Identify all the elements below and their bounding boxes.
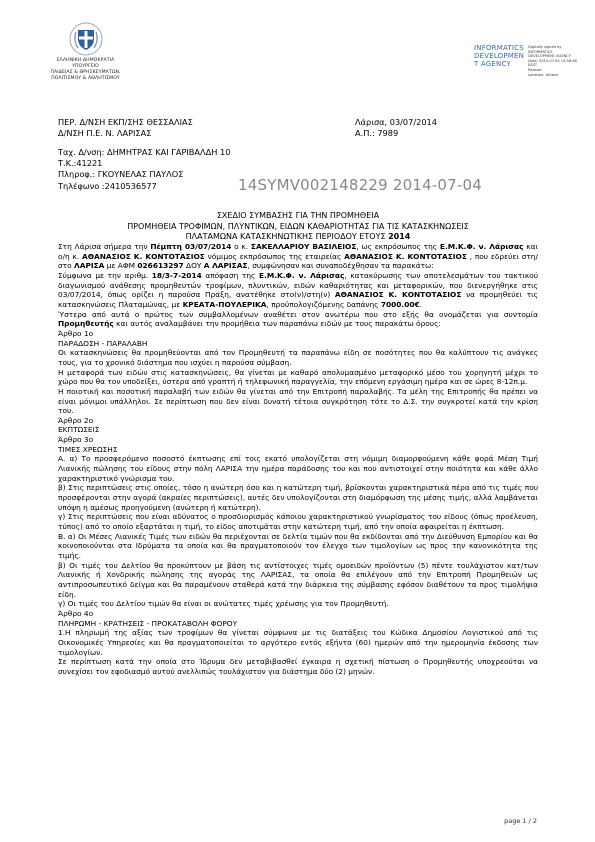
article-3-title: ΤΙΜΕΣ ΧΡΕΩΣΗΣ: [58, 444, 118, 454]
terms-intro-paragraph-run: και αυτός αναλαμβάνει την προμήθεια των παραπάνω ειδών με τους παρακάτω όρους:: [113, 319, 441, 329]
ada-identifier: 14SYMV002148229 2014-07-04: [238, 176, 483, 194]
ministry-logo-block: [38, 22, 133, 82]
article-1-para-2: Η μεταφορά των ειδών στις κατασκηνώσεις, θα γίνεται με καθαρό απολυμασμένο μεταφορικό μέσο του χορηγητή μέχρι το χώρο που θα τον υποδείξει, ύστερα από γραπτή ή τηλεφωνική παραγγελία, την επόμενη εργάσιμη ημέρα και σε ώρες 8-12π.μ.: [58, 367, 538, 387]
intro-paragraph-run: , συμφώνησαν και συναποδέχθησαν τα παρακάτω:: [247, 261, 434, 271]
award-paragraph-run: 18/3-7-2014: [151, 270, 202, 280]
address-line: Ταχ. Δ/νση: ΔΗΜΗΤΡΑΣ ΚΑΙ ΓΑΡΙΒΑΛΔΗ 10: [58, 147, 231, 157]
greek-state-seal-icon: [69, 22, 103, 56]
award-paragraph-run: ΚΡΕΑΤΑ-ΠΟΥΛΕΡΙΚΑ: [182, 299, 267, 309]
award-paragraph-run: απόφαση της: [201, 270, 259, 280]
postal-code-line: Τ.Κ.:41221: [58, 158, 103, 168]
article-4-para-1: 1.Η πληρωμή της αξίας των τροφίμων θα γίνεται σύμφωνα με τις διατάξεις του Κώδικα Δημοσίου Λογιστικού από τις Οικονομικές Υπηρεσίες και θα πραγματοποιείται το αργότερο εντός εξήντα (60) ημερών από την ημερομηνία έκδοσης των τιμολογίων.: [58, 628, 538, 657]
award-paragraph-run: Ε.Μ.Κ.Φ. ν. Λάρισας: [259, 270, 345, 280]
article-3-para-a-c: γ) Στις περιπτώσεις που είναι αδύνατος ο προσδιορισμός κάποιου χαρακτηριστικού γνωρίσματος του είδους (όπως προέλευση, τύπος) από το οποίο εξαρτάται η τιμή, το είδος αποτιμάται στην κατώτερη τιμή, από την οποία αφαιρείται η έκπτωση.: [58, 512, 538, 532]
protocol-number: Α.Π.: 7989: [355, 128, 399, 138]
title-line-1: ΣΧΕΔΙΟ ΣΥΜΒΑΣΗΣ ΓΙΑ ΤΗΝ ΠΡΟΜΗΘΕΙΑ: [216, 211, 380, 220]
article-1-title: ΠΑΡΑΔΟΣΗ - ΠΑΡΑΛΑΒΗ: [58, 338, 148, 348]
article-3-para-a-a: Α. α) Το προσφερόμενο ποσοστό έκπτωσης επί τοις εκατό υπολογίζεται στη νόμιμη διαμορφούμενη κάθε φορά Μέση Τιμή Λιανικής πώλησης του είδους στην πόλη ΛΑΡΙΣΑ την ημέρα παράδοσης του και που αντιστοιχεί στην ποιότητα και κάθε άλλο χαρακτηριστικό γνώρισμα του.: [58, 454, 538, 483]
intro-paragraph-run: ΔΟΥ: [183, 261, 204, 271]
award-paragraph-run: 7000.00€: [380, 299, 420, 309]
intro-paragraph-run: ο κ.: [231, 242, 251, 251]
article-4-heading: Άρθρο 4ο: [58, 608, 94, 618]
terms-intro-paragraph-run: Ύστερα από αυτά ο πρώτος των συμβαλλομένων αναθέτει στον ανωτέρω που στο εξής θα ονομάζεται για συντομία: [58, 309, 538, 319]
article-1-para-3: Η ποιοτική και ποσοτική παραλαβή των ειδών θα γίνεται από την Επιτροπή παραλαβής. Τα μέλη της Επιτροπής θα πρέπει να είναι μόνιμοι υπάλληλοι. Σε περίπτωση που δεν είναι δυνατή τέτοια συγκρότηση τότε το Δ.Σ. την συγκροτεί κατά την κρίση του.: [58, 386, 538, 416]
article-3-heading: Άρθρο 3ο: [58, 435, 94, 445]
intro-paragraph-run: 026613297: [137, 261, 184, 271]
intro-paragraph-run: με ΑΦΜ: [104, 261, 138, 271]
phone-line: Τηλέφωνο :2410536577: [58, 181, 157, 191]
document-title: [58, 211, 538, 243]
title-line-2: ΠΡΟΜΗΘΕΙΑ ΤΡΟΦΙΜΩΝ, ΠΛΥΝΤΙΚΩΝ, ΕΙΔΩΝ ΚΑΘΑΡΙΟΤΗΤΑΣ ΓΙΑ ΤΙΣ ΚΑΤΑΣΚΗΝΩΣΕΙΣ: [127, 221, 469, 231]
contact-person-line: Πληροφ.: ΓΚΟΥΝΕΛΑΣ ΠΑΥΛΟΣ: [58, 169, 184, 179]
sender-dept-line-2: Δ/ΝΣΗ Π.Ε. Ν. ΛΑΡΙΣΑΣ: [58, 128, 152, 138]
intro-paragraph-run: , ως εκπρόσωπος της: [356, 242, 440, 251]
article-3-para-a-b: β) Στις περιπτώσεις στις οποίες, τόσο η ανώτερη όσο και η κατώτερη τιμή, βρίσκονται χαρακτηριστικά πέρα από τις τιμές που προσφέρονται στην αγορά (ακραίες περιπτώσεις), αυτές δεν υπολογίζονται στη διαμόρφωση της μέσης τιμής, αλλά λαμβάνεται υπόψη η αμέσως προηγούμενη (ανώτερη ή κατώτερη).: [58, 483, 538, 512]
intro-paragraph-run: ΑΘΑΝΑΣΙΟΣ Κ. ΚΟΝΤΟΤΑΣΙΟΣ: [82, 251, 205, 261]
article-4-para-2: Σε περίπτωση κατά την οποία στο Ίδρυμα δεν μεταβιβασθεί έγκαιρα η σχετική πίστωση ο Προμηθευτής υποχρεούται να συνεχίσει τον εφοδιασμό αυτού ανελλιπώς τουλάχιστον για διάστημα δύο (2) μηνών.: [58, 657, 538, 676]
intro-paragraph-run: ΛΑΡΙΣΑ: [74, 261, 105, 271]
article-2-title: ΕΚΠΤΩΣΕΙΣ: [58, 425, 100, 435]
article-1-para-1: Οι κατασκηνώσεις θα προμηθεύονται από τον Προμηθευτή τα παραπάνω είδη σε ποσότητες που θα καλύπτουν τις ανάγκες τους, για το χρονικό διάστημα που ισχύει η παρούσα σύμβαση.: [58, 348, 538, 367]
sender-dept-line-1: ΠΕΡ. Δ/ΝΣΗ ΕΚΠ/ΣΗΣ ΘΕΣΣΑΛΙΑΣ: [58, 117, 193, 127]
award-paragraph-run: .: [419, 299, 423, 309]
title-line-3: [58, 232, 538, 243]
award-paragraph-run: να προμηθεύει τις κατασκηνώσεις Πλαταμώνας, με: [58, 290, 538, 309]
article-4-title: ΠΛΗΡΩΜΗ - ΚΡΑΤΗΣΕΙΣ - ΠΡΟΚΑΤΑΒΟΛΗ ΦΟΡΟΥ: [58, 618, 238, 628]
article-3-para-b-c: γ) Οι τιμές του Δελτίου τιμών θα είναι οι ανώτατες τιμές χρέωσης για τον Προμηθευτή.: [58, 599, 389, 609]
document-date: Λάρισα, 03/07/2014: [355, 117, 437, 127]
award-paragraph-run: Σύμφωνα με την αριθμ.: [58, 270, 152, 280]
article-1-heading: Άρθρο 1ο: [58, 328, 94, 338]
award-paragraph-run: ΑΘΑΝΑΣΙΟΣ Κ. ΚΟΝΤΟΤΑΣΙΟΣ: [334, 290, 462, 300]
contract-body: [58, 242, 538, 677]
award-paragraph-run: , προϋπολογιζόμενης δαπάνης: [266, 299, 381, 309]
ministry-name: ΕΛΛΗΝΙΚΗ ΔΗΜΟΚΡΑΤΙΑ ΥΠΟΥΡΓΕΙΟ ΠΑΙΔΕΙΑΣ & ΘΡΗΣΚΕΥΜΑΤΩΝ, ΠΟΛΙΤΙΣΜΟΥ & ΑΘΛΗΤΙΣΜΟΥ: [50, 58, 121, 81]
digital-signature-block: [474, 44, 577, 77]
terms-intro-paragraph-run: Προμηθευτής: [58, 319, 114, 329]
article-3-para-b-b: β) Οι τιμές του Δελτίου θα προκύπτουν με βάση τις αντίστοιχες τιμές ομοειδών προϊόντων (5) πέντε τουλάχιστον κατ/των Λιανικής ή Χονδρικής πώλησης της αγοράς της ΛΑΡΙΣΑΣ, τα οποία θα επιλέγουν από την Επιτροπή Προμηθειών ως αντιπροσωπευτικό δείγμα και θα παραμένουν σταθερά κατά την διάρκεια της σύμβασης εφόσον διαθέτουν τα προς τιμολήψια είδη.: [58, 560, 538, 599]
award-paragraph: [58, 271, 538, 310]
intro-paragraph-run: νόμιμος εκπρόσωπος της εταιρείας: [204, 251, 345, 261]
agency-name: INFORMATICS DEVELOPMEN T AGENCY: [474, 44, 525, 69]
title-line-3-text: ΠΛΑΤΑΜΩΝΑ ΚΑΤΑΣΚΗΝΩΤΙΚΗΣ ΠΕΡΙΟΔΟΥ ΕΤΟΥΣ: [185, 232, 386, 241]
terms-intro-paragraph: [58, 310, 538, 329]
intro-paragraph-run: , που εδρεύει στη/στο: [58, 251, 538, 271]
intro-paragraph-run: Α ΛΑΡΙΣΑΣ: [203, 261, 248, 271]
intro-paragraph-run: ΑΘΑΝΑΣΙΟΣ Κ. ΚΟΝΤΟΤΑΣΙΟΣ: [344, 251, 467, 261]
intro-paragraph: [58, 242, 538, 271]
intro-paragraph-run: Πέμπτη 03/07/2014: [150, 242, 232, 251]
article-2-heading: Άρθρο 2ο: [58, 415, 94, 425]
signature-details: Digitally signed by INFORMATICS DEVELOPMENT AGENCY Date: 2014.07.04 14:58:46 EEST Reason: Location: Athens: [528, 45, 577, 77]
page-number: page 1 / 2: [504, 817, 537, 825]
intro-paragraph-run: ΣΑΚΕΛΛΑΡΙΟΥ ΒΑΣΙΛΕΙΟΣ: [250, 242, 357, 251]
award-paragraph-run: , κατακύρωσης των αποτελεσμάτων του τακτικού διαγωνισμού ανάθεσης προμηθευτών τροφίμων, πλυντικών, ειδών καθαριότητας και μεταφορικών, που διενεργήθηκε στις 03/07/2014, όπως ορίζει η παρούσα Πράξη, ανατέθηκε στο(ν)/στη(ν): [58, 270, 538, 300]
intro-paragraph-run: και ο/η κ.: [58, 242, 538, 261]
intro-paragraph-run: Ε.Μ.Κ.Φ. ν. Λάρισας: [439, 242, 524, 251]
article-3-para-b-a: Β. α) Οι Μέσες Λιανικές Τιμές των ειδών θα περιέχονται σε δελτία τιμών που θα εκδίδονται από την Διεύθυνση Εμπορίου και θα κοινοποιούνται στα Ιδρύματα τα οποία και θα πραγματοποιούν τον έλεγχο των τιμολογίων ως προς την κανονικότητα της τιμής.: [58, 531, 538, 560]
intro-paragraph-run: Στη Λάρισα σήμερα την: [58, 242, 151, 251]
title-year: 2014: [388, 232, 411, 241]
